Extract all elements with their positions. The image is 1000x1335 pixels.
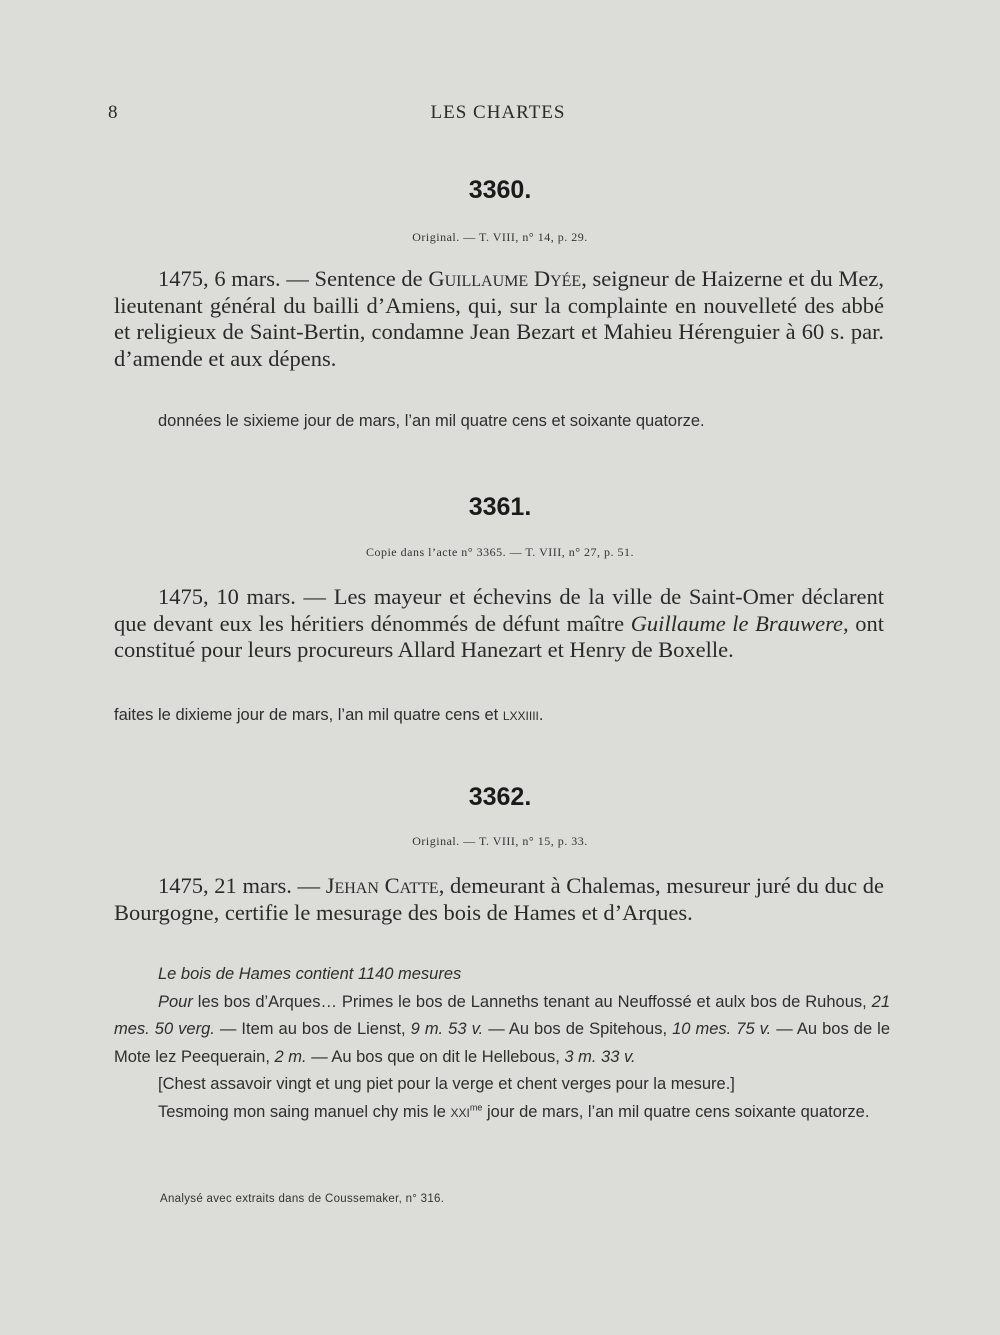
quote-text: les bos d’Arques… Primes le bos de Lanneths tenant au Neuffossé et aulx bos de Ruhous, <box>192 992 872 1011</box>
quote-text: — Au bos que on dit le Hellebous, <box>306 1047 565 1066</box>
entry-source: Copie dans l’acte n° 3365. — T. VIII, n° 27, p. 51. <box>365 545 635 559</box>
roman-numeral: xxi <box>450 1102 470 1121</box>
person-name: Guillaume Dyée <box>428 266 582 291</box>
entry-number: 3361. <box>468 493 532 521</box>
measure: 3 m. 33 v. <box>564 1047 636 1066</box>
quote-text: — Au bos de le Mote lez Peequerain, <box>114 1020 890 1066</box>
summary-text: ont constitué pour leurs procureurs Allard Hanezart et Henry de Boxelle. <box>114 610 884 662</box>
summary-text: , seigneur de Haizerne et du Mez, lieutenant général du bailli d’Amiens, qui, sur la complainte en nouvelleté des abbé et religieux de Saint-Bertin, condamne Jean Bezart et Mahieu Hérenguier à 60 s. par. d’amende et aux dépens. <box>114 266 884 371</box>
footnote: Analysé avec extraits dans de Coussemaker, n° 316. <box>160 1193 445 1205</box>
quote-text: — Au bos de Spitehous, <box>483 1020 673 1038</box>
entry-number: 3362. <box>468 783 532 811</box>
quote-line <box>114 702 890 730</box>
entry-source: Original. — T. VIII, n° 14, p. 29. <box>412 230 588 244</box>
entry-date: 1475, 21 mars. — <box>158 873 326 898</box>
entry-date: 1475, 6 mars. — <box>158 266 315 291</box>
measure: 10 mes. 75 v. <box>672 1020 772 1038</box>
entry-quote <box>114 702 890 730</box>
quote-text: Pour <box>158 992 193 1011</box>
entry-number: 3360. <box>468 176 532 204</box>
entry-source: Original. — T. VIII, n° 15, p. 33. <box>412 834 588 848</box>
entry-date: 1475, 10 mars. — <box>158 584 334 609</box>
roman-numeral: lxxiiii. <box>502 706 544 724</box>
page-number: 8 <box>108 102 118 123</box>
person-name: Guillaume le Brauwere, <box>630 610 849 636</box>
summary-text: Sentence de <box>314 266 429 291</box>
ordinal-suffix: me <box>469 1102 483 1112</box>
quote-text: faites le dixieme jour de mars, l’an mil quatre cens et <box>114 706 503 724</box>
running-head: LES CHARTES <box>430 102 566 123</box>
entry-summary <box>114 584 884 664</box>
quote-text: jour de mars, l’an mil quatre cens soixante quatorze. <box>482 1102 870 1121</box>
entry-quote <box>114 961 890 1126</box>
quote-text: — Item au bos de Lienst, <box>214 1020 411 1038</box>
measure: 2 m. <box>274 1047 307 1066</box>
summary-text: , demeurant à Chalemas, mesureur juré du duc de Bourgogne, certifie le mesurage des bois de Hames et d’Arques. <box>114 873 884 925</box>
entry-summary <box>114 266 884 372</box>
quote-line: [Chest assavoir vingt et ung piet pour la verge et chent verges pour la mesure.] <box>158 1075 735 1093</box>
person-name: Jehan Catte <box>325 873 439 898</box>
quote-line: données le sixieme jour de mars, l’an mil quatre cens et soixante quatorze. <box>158 412 705 430</box>
entry-summary <box>114 873 884 926</box>
entry-quote <box>114 408 890 436</box>
measure: 9 m. 53 v. <box>410 1020 484 1038</box>
quote-text: Tesmoing mon saing manuel chy mis le <box>158 1102 451 1121</box>
summary-text: Les mayeur et échevins de la ville de Saint-Omer déclarent que devant eux les héritiers dénommés de défunt maître <box>114 584 884 636</box>
page-header <box>108 102 888 128</box>
quote-line <box>114 1099 890 1127</box>
measure: 21 mes. 50 verg. <box>114 992 890 1038</box>
quote-line <box>114 989 890 1072</box>
quote-line: Le bois de Hames contient 1140 mesures <box>158 965 462 983</box>
